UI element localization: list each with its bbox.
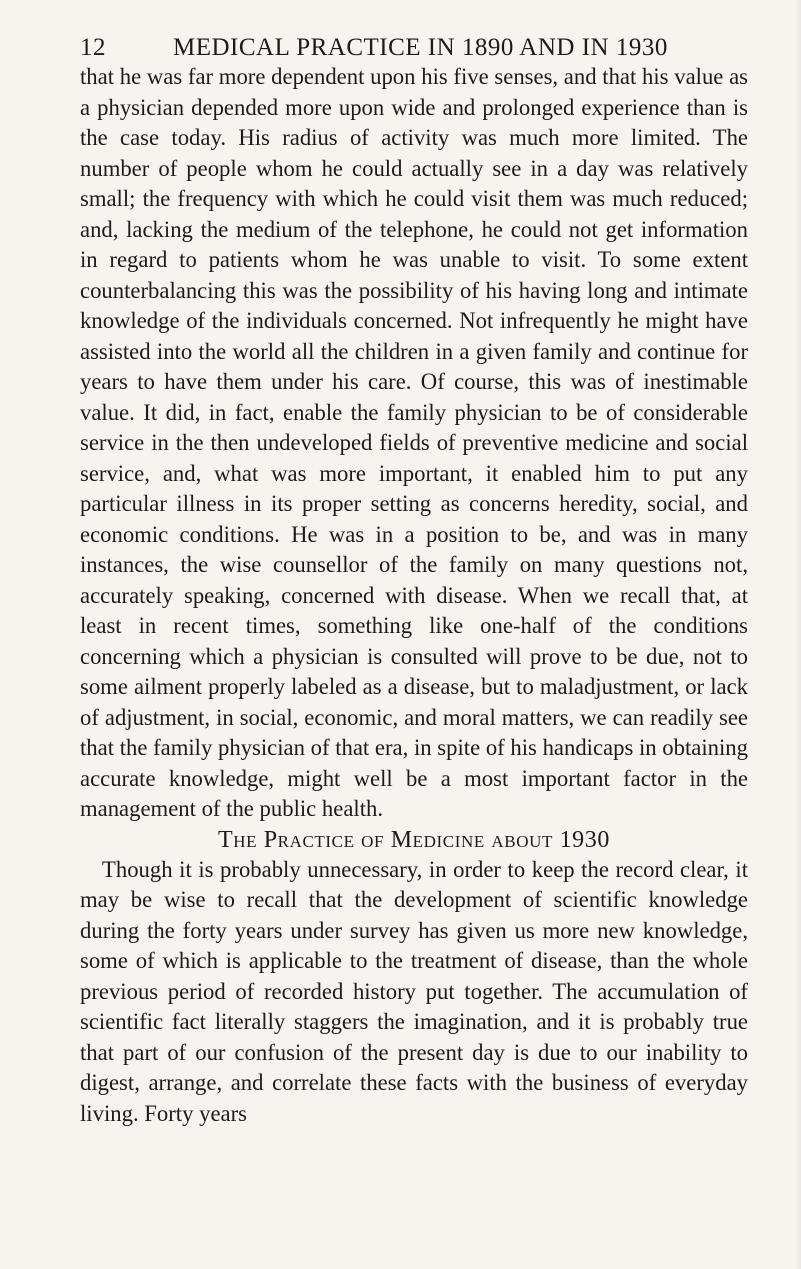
running-title: MEDICAL PRACTICE IN 1890 AND IN 1930 — [173, 34, 668, 61]
body-text — [80, 62, 748, 1129]
page-number: 12 — [80, 34, 106, 61]
paragraph: Though it is probably unnecessary, in order to keep the record clear, it may be wise to recall that the development of scientific knowledge during the forty years under survey has given us more new knowledge, some of which is applicable to the treatment of disease, than the whole previous period of recorded history put together. The accumulation of scientific fact literally staggers the imagination, and it is probably true that part of our confusion of the present day is due to our inability to digest, arrange, and correlate these facts with the business of everyday living. Forty years — [80, 856, 748, 1126]
paragraph-continued: that he was far more dependent upon his five senses, and that his value as a physician depended more upon wide and prolonged experience than is the case today. His radius of activity was much more limited. The number of people whom he could actually see in a day was relatively small; the frequency with which he could visit them was much reduced; and, lacking the medium of the telephone, he could not get information in regard to patients whom he was unable to visit. To some extent counterbalancing this was the possibility of his having long and intimate knowledge of the individuals concerned. Not infrequently he might have assisted into the world all the children in a given family and continue for years to have them under his care. Of course, this was of inestimable value. It did, in fact, enable the family physician to be of considerable service in the then undeveloped fields of preventive medicine and social service, and, what was more important, it enabled him to put any particular illness in its proper setting as concerns heredity, social, and economic conditions. He was in a position to be, and was in many instances, the wise counsellor of the family on many questions not, accurately speaking, concerned with disease. When we recall that, at least in recent times, something like one-half of the conditions concerning which a physician is consulted will prove to be due, not to some ailment properly labeled as a disease, but to maladjustment, or lack of adjustment, in social, economic, and moral matters, we can readily see that the family physician of that era, in spite of his handicaps in obtaining accurate knowledge, might well be a most important factor in the management of the public health. — [80, 64, 748, 821]
page-edge-shadow — [795, 0, 801, 1269]
section-heading: The Practice of Medicine about 1930 — [217, 826, 610, 853]
